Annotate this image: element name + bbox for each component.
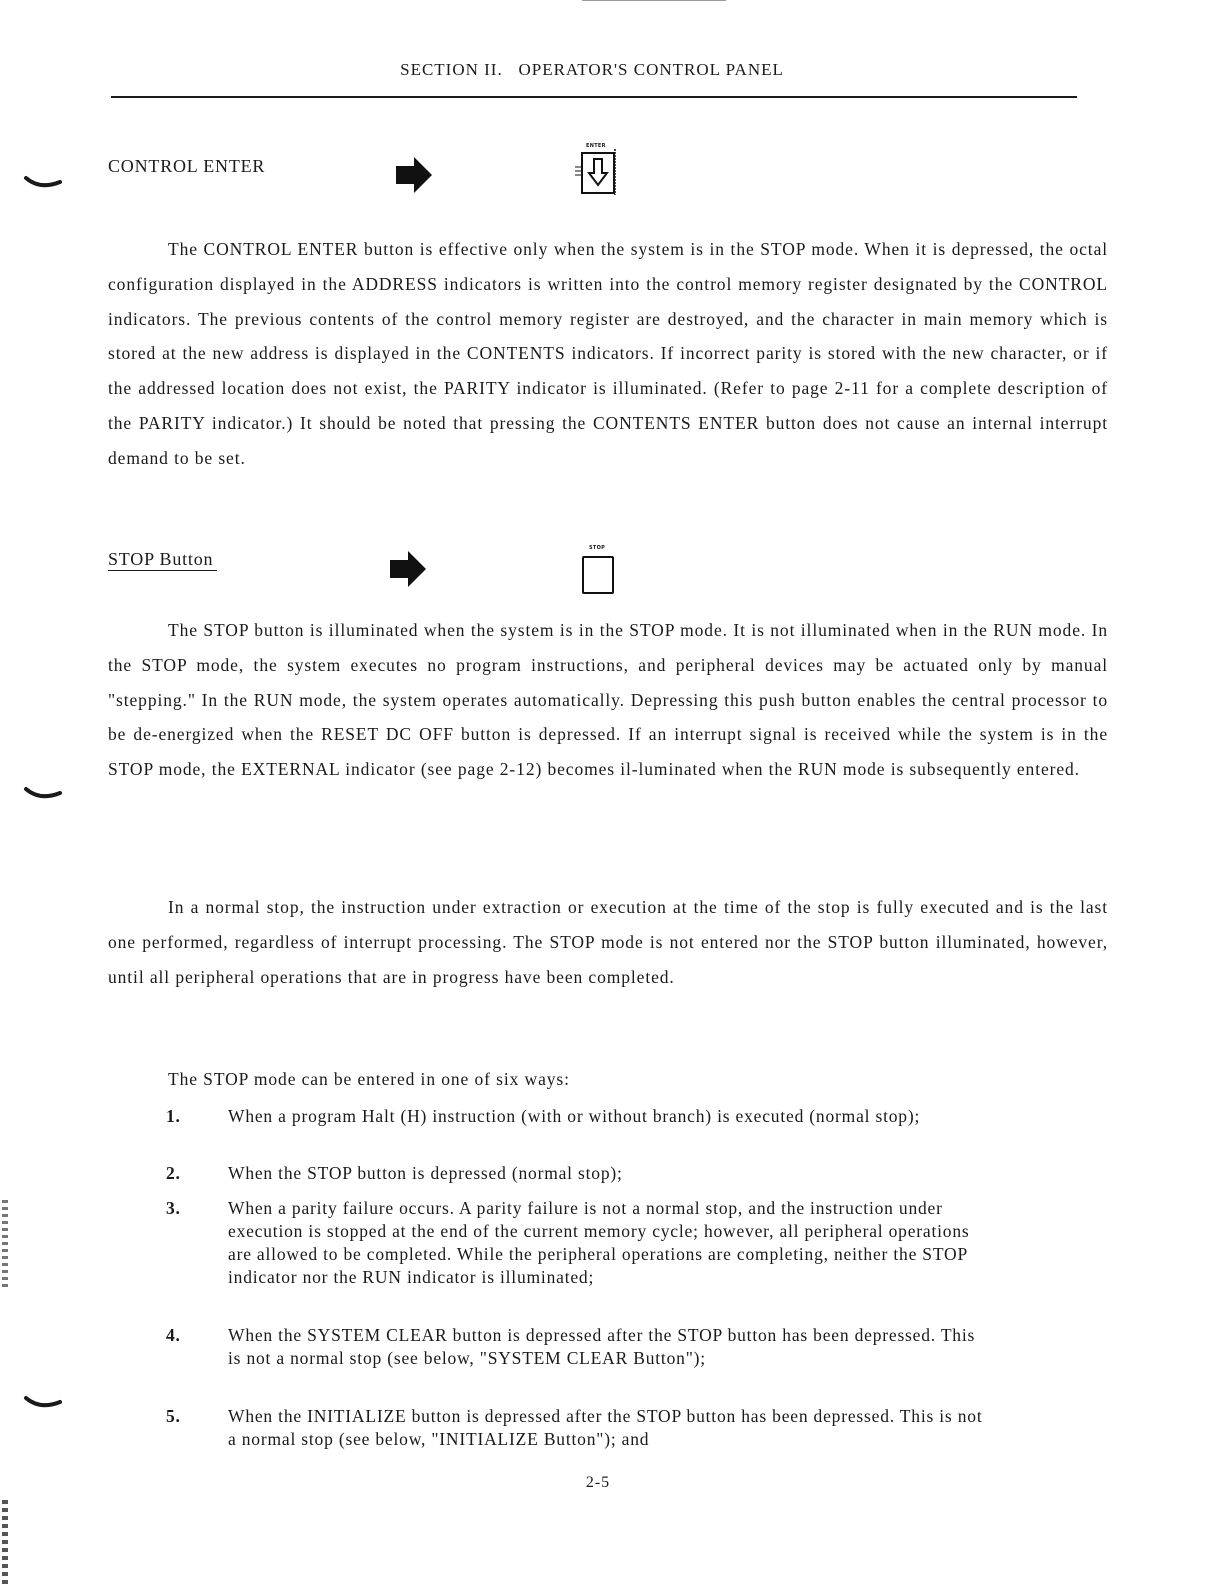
binding-mark-icon: [22, 783, 66, 805]
scan-edge-artifact: [2, 1200, 8, 1290]
stop-button-title: [108, 549, 217, 570]
stop-paragraph-1: [108, 613, 1108, 787]
scan-artifact-top: [582, 0, 726, 1]
section-header: SECTION II. OPERATOR'S CONTROL PANEL: [400, 60, 784, 79]
stop-button-square: [582, 556, 614, 594]
stop-paragraph-1-text: The STOP button is illuminated when the system is in the STOP mode. It is not illuminated when in the RUN mode. In the STOP mode, the system executes no program instructions, and peripheral devices may be actuated only by manual "stepping." In the RUN mode, the system operates automatically. Depressing this push button enables the central processor to be de-energized when the RESET DC OFF button is depressed. If an interrupt signal is received while the system is in the STOP mode, the EXTERNAL indicator (see page 2-12) becomes il-luminated when the RUN mode is subsequently entered.: [108, 620, 1108, 780]
list-item-text: When a program Halt (H) instruction (with or without branch) is executed (normal stop);: [228, 1106, 921, 1126]
list-item-number: 3.: [166, 1198, 181, 1218]
stop-button-label: STOP: [589, 545, 606, 551]
list-item-number: 1.: [166, 1106, 181, 1126]
stop-button-title-text: STOP Button: [108, 549, 217, 571]
control-enter-title: CONTROL ENTER: [108, 156, 266, 176]
scan-edge-artifact: [2, 1500, 8, 1585]
list-item-number: 5.: [166, 1406, 181, 1426]
control-enter-paragraph: [108, 232, 1108, 476]
binding-mark-icon: [22, 1392, 66, 1414]
binding-mark-icon: [22, 172, 66, 194]
list-item-text: When the STOP button is depressed (normal stop);: [228, 1163, 623, 1183]
list-item-number: 2.: [166, 1163, 181, 1183]
stop-button-icon: [580, 545, 616, 593]
stop-paragraph-2: [108, 890, 1108, 994]
stop-list-intro: The STOP mode can be entered in one of six ways:: [168, 1069, 570, 1089]
down-arrow-icon: [574, 149, 620, 195]
right-arrow-icon: [388, 550, 428, 588]
list-item-text: When the SYSTEM CLEAR button is depressed after the STOP button has been depressed. This is not a normal stop (see below, "SYSTEM CLEAR Button");: [228, 1325, 976, 1368]
list-item-number: 4.: [166, 1325, 181, 1345]
control-enter-text: The CONTROL ENTER button is effective only when the system is in the STOP mode. When it is depressed, the octal configuration displayed in the ADDRESS indicators is written into the control memory register designated by the CONTROL indicators. The previous contents of the control memory register are destroyed, and the character in main memory which is stored at the new address is displayed in the CONTENTS indicators. If incorrect parity is stored with the new character, or if the addressed location does not exist, the PARITY indicator is illuminated. (Refer to page 2-11 for a complete description of the PARITY indicator.) It should be noted that pressing the CONTENTS ENTER button does not cause an internal interrupt demand to be set.: [108, 239, 1108, 468]
list-item-text: When the INITIALIZE button is depressed after the STOP button has been depressed. This is not a normal stop (see below, "INITIALIZE Button"); and: [228, 1406, 983, 1449]
enter-button-label: ENTER: [586, 143, 606, 149]
right-arrow-icon: [394, 156, 434, 194]
page-number: 2-5: [585, 1474, 611, 1491]
list-item-text: When a parity failure occurs. A parity failure is not a normal stop, and the instruction under execution is stopped at the end of the current memory cycle; however, all peripheral operations are allowed to be completed. While the peripheral operations are completing, neither the STOP indicator nor the RUN indicator is illuminated;: [228, 1198, 970, 1287]
header-rule: [111, 96, 1077, 98]
stop-paragraph-2-text: In a normal stop, the instruction under extraction or execution at the time of the stop is fully executed and is the last one performed, regardless of interrupt processing. The STOP mode is not entered nor the STOP button illuminated, however, until all peripheral operations that are in progress have been completed.: [108, 897, 1108, 987]
enter-button-icon: [574, 143, 620, 195]
